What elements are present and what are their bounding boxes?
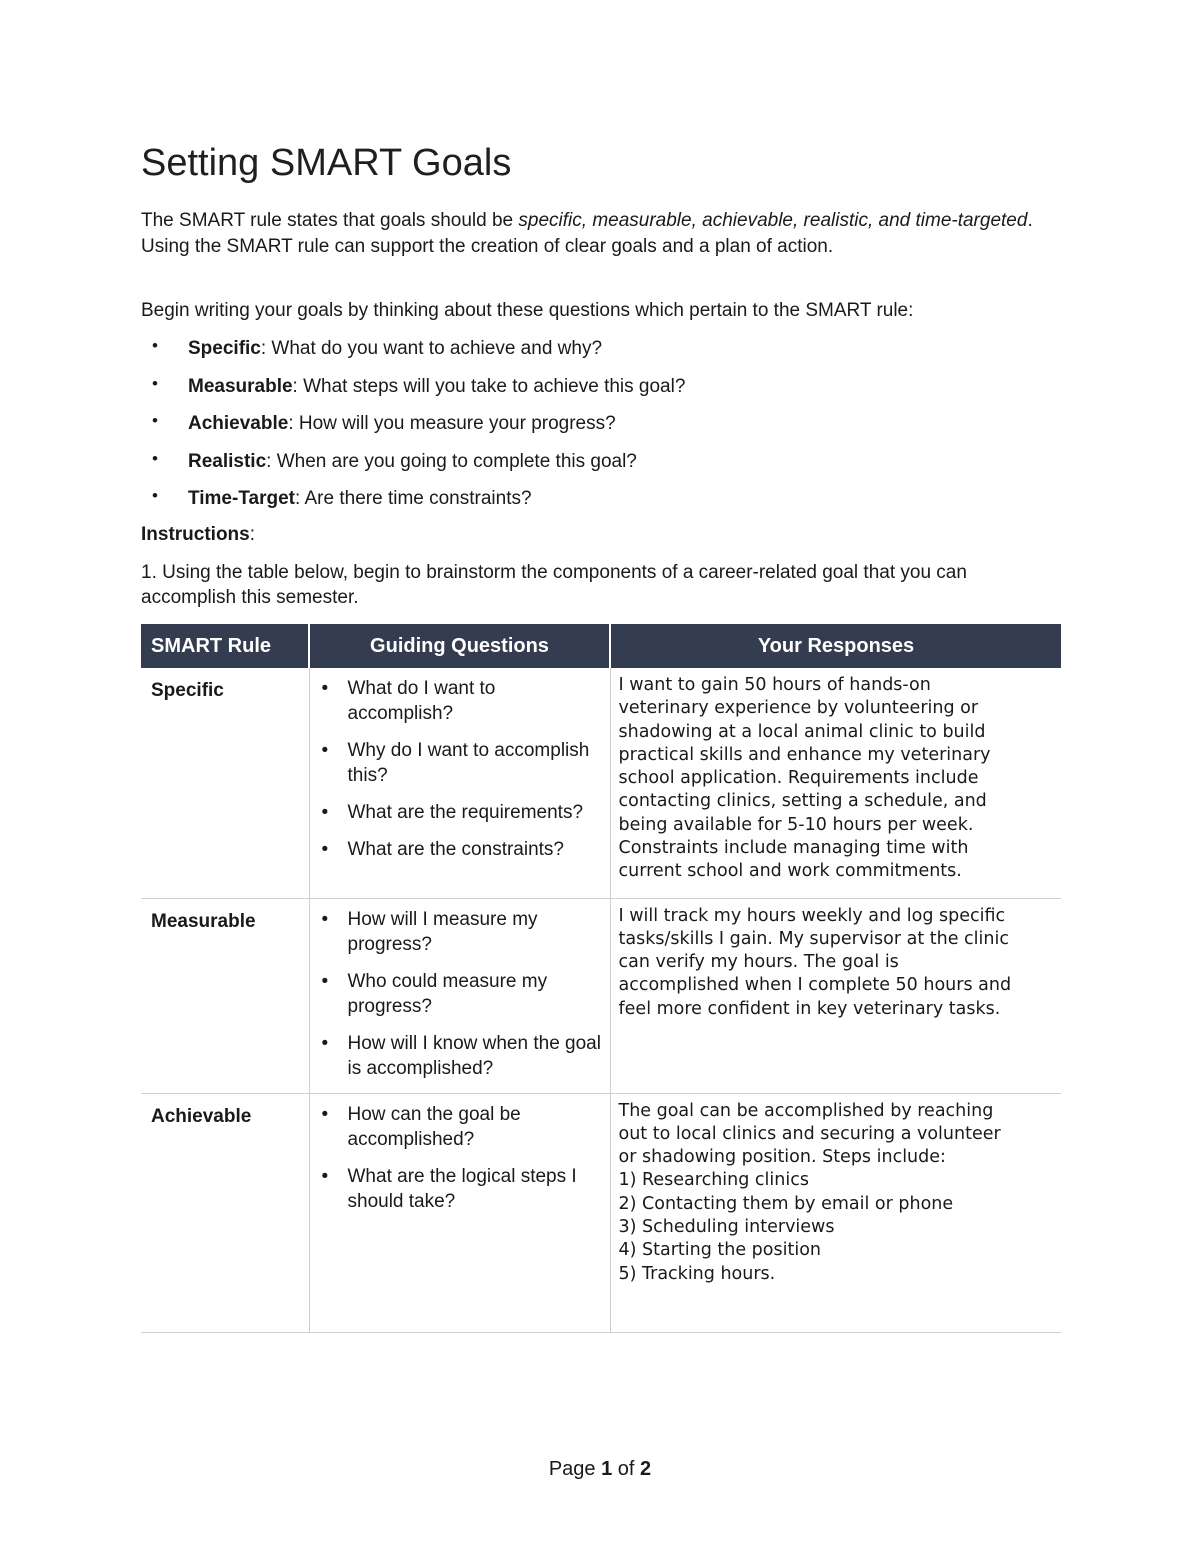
- intro-emphasis: specific, measurable, achievable, realistic, and time-targeted: [518, 210, 1028, 231]
- bullet-icon: •: [152, 448, 158, 468]
- response-line: being available for 5-10 hours per week.: [618, 814, 974, 835]
- question-item: • How can the goal be accomplished?: [321, 1103, 521, 1150]
- response-cell[interactable]: [610, 1093, 1061, 1332]
- response-line: Constraints include managing time with: [618, 838, 969, 859]
- response-line: I want to gain 50 hours of hands-on: [618, 675, 931, 695]
- response-line: 4) Starting the position: [618, 1240, 821, 1261]
- response-line: 2) Contacting them by email or phone: [618, 1193, 954, 1214]
- bullet-icon: •: [152, 336, 158, 355]
- bullet-icon: •: [321, 970, 329, 992]
- rule-term: Realistic: [188, 450, 267, 472]
- header-smart-rule: SMART Rule: [141, 624, 309, 668]
- smart-goals-table: [141, 624, 1061, 1333]
- response-line: I will track my hours weekly and log specific: [618, 905, 1006, 926]
- bullet-icon: •: [321, 1032, 329, 1054]
- response-line: veterinary experience by volunteering or: [618, 698, 979, 719]
- question-item: • How will I know when the goal is accomplished?: [321, 1032, 601, 1079]
- intro-suffix: . Using the SMART rule can support the creation of clear goals and a plan of action.: [141, 210, 1033, 257]
- page-footer: [0, 1458, 1200, 1481]
- footer-sep: of: [612, 1458, 641, 1480]
- response-line: can verify my hours. The goal is: [618, 952, 899, 973]
- bullet-icon: •: [321, 678, 329, 699]
- page-title: Setting SMART Goals: [141, 142, 512, 184]
- response-line: contacting clinics, setting a schedule, and: [618, 791, 987, 812]
- rule-question: : What steps will you take to achieve this goal?: [292, 375, 686, 397]
- question-item: • What are the requirements?: [321, 802, 584, 823]
- bullet-icon: •: [152, 373, 158, 393]
- response-line: accomplished when I complete 50 hours and: [618, 975, 1012, 996]
- response-cell[interactable]: [610, 898, 1061, 1093]
- instruction-step-1: 1. Using the table below, begin to brainstorm the components of a career-related goal that you can accomplish this semester.: [141, 562, 967, 608]
- response-line: 3) Scheduling interviews: [618, 1216, 835, 1237]
- bullet-icon: •: [152, 486, 158, 505]
- lead-paragraph: Begin writing your goals by thinking about these questions which pertain to the SMART rule:: [141, 300, 914, 321]
- list-item: [141, 411, 1061, 449]
- rule-term: Specific: [188, 338, 261, 359]
- response-line: feel more confident in key veterinary tasks.: [618, 998, 1001, 1019]
- header-guiding-questions: Guiding Questions: [309, 624, 610, 668]
- rule-cell: Measurable: [141, 898, 309, 1093]
- instructions-heading: [141, 522, 255, 548]
- questions-cell: [309, 898, 610, 1093]
- page-current: 1: [601, 1458, 613, 1480]
- question-item: • What do I want to accomplish?: [321, 678, 496, 724]
- table-header-row: [141, 624, 1061, 668]
- rule-cell: Specific: [141, 668, 309, 898]
- response-line: 1) Researching clinics: [618, 1170, 809, 1191]
- response-line: The goal can be accomplished by reaching: [618, 1100, 994, 1121]
- list-item: [141, 449, 1061, 487]
- bullet-icon: •: [321, 839, 329, 860]
- header-your-responses: Your Responses: [610, 624, 1061, 668]
- bullet-icon: •: [152, 411, 158, 430]
- bullet-icon: •: [321, 802, 329, 823]
- question-item: • What are the constraints?: [321, 839, 564, 860]
- rule-cell: Achievable: [141, 1093, 309, 1332]
- question-item: • How will I measure my progress?: [321, 908, 538, 955]
- response-line: out to local clinics and securing a volunteer: [618, 1123, 1001, 1144]
- response-line: practical skills and enhance my veterinary: [618, 744, 991, 765]
- questions-cell: [309, 1093, 610, 1332]
- response-line: current school and work commitments.: [618, 861, 962, 882]
- intro-prefix: The SMART rule states that goals should be: [141, 210, 519, 231]
- list-item: [141, 336, 1061, 374]
- table-row: [141, 1093, 1061, 1332]
- questions-cell: [309, 668, 610, 898]
- rule-question: : How will you measure your progress?: [288, 413, 616, 434]
- footer-prefix: Page: [548, 1458, 602, 1480]
- question-item: • Why do I want to accomplish this?: [321, 740, 590, 786]
- response-cell[interactable]: [610, 668, 1061, 898]
- bullet-icon: •: [321, 908, 329, 930]
- intro-paragraph: [141, 208, 1041, 259]
- rule-term: Measurable: [188, 375, 293, 397]
- rule-question: : Are there time constraints?: [295, 488, 532, 509]
- response-line: or shadowing position. Steps include:: [618, 1147, 946, 1168]
- question-item: • Who could measure my progress?: [321, 970, 548, 1017]
- list-item: [141, 374, 1061, 412]
- response-line: shadowing at a local animal clinic to build: [618, 721, 986, 742]
- instructions-colon: :: [249, 524, 256, 545]
- page-total: 2: [640, 1458, 652, 1480]
- response-line: school application. Requirements include: [618, 768, 979, 789]
- table-row: [141, 668, 1061, 898]
- bullet-icon: •: [321, 1103, 329, 1125]
- bullet-icon: •: [321, 740, 329, 761]
- instructions-label: Instructions: [141, 524, 250, 545]
- table-row: [141, 898, 1061, 1093]
- response-line: tasks/skills I gain. My supervisor at the clinic: [618, 928, 1009, 949]
- smart-rules-list: [141, 336, 1061, 524]
- rule-term: Time-Target: [188, 488, 295, 509]
- rule-question: : What do you want to achieve and why?: [260, 338, 603, 359]
- response-line: 5) Tracking hours.: [618, 1263, 776, 1284]
- bullet-icon: •: [321, 1165, 329, 1187]
- question-item: • What are the logical steps I should take?: [321, 1165, 577, 1212]
- list-item: [141, 486, 1061, 524]
- rule-term: Achievable: [188, 413, 289, 434]
- rule-question: : When are you going to complete this goal?: [266, 450, 637, 472]
